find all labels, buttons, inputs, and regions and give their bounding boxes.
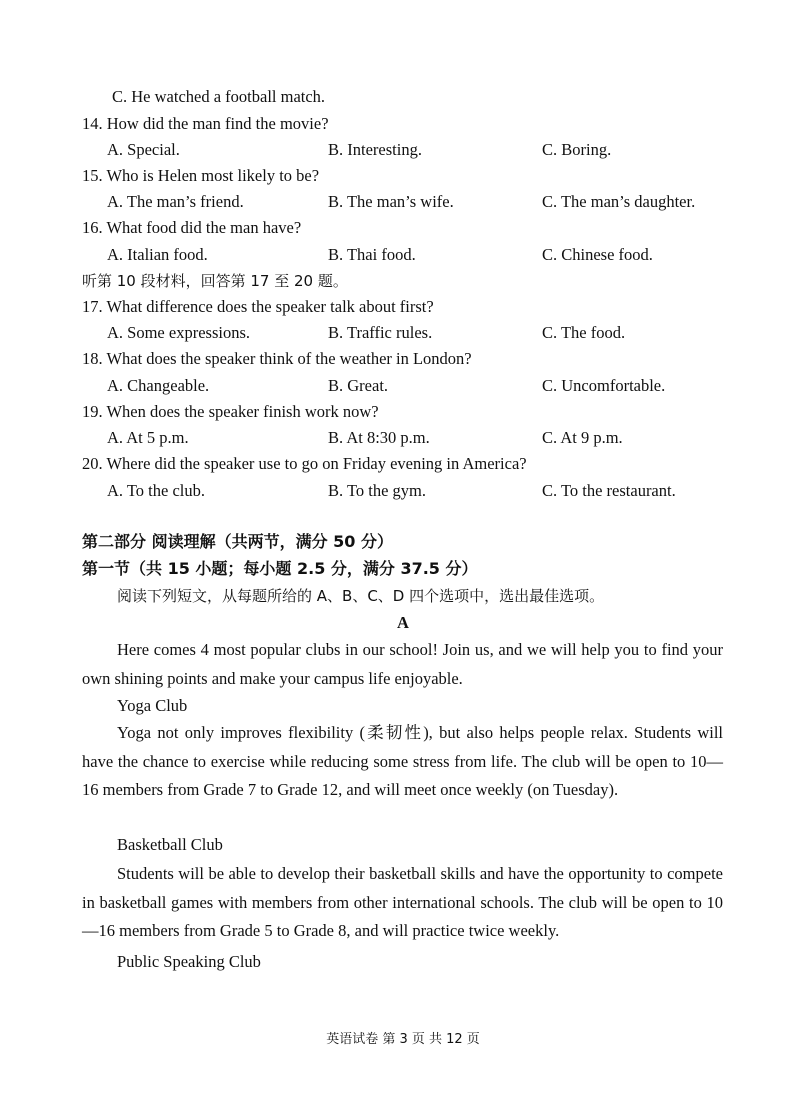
- question-14-option-a: A. Special.: [107, 140, 180, 159]
- reading-instruction: 阅读下列短文，从每题所给的 A、B、C、D 四个选项中，选出最佳选项。: [117, 587, 605, 605]
- question-15-option-a: A. The man’s friend.: [107, 192, 244, 211]
- question-17-option-b: B. Traffic rules.: [328, 323, 433, 342]
- section-1-title: 第一节（共 15 小题；每小题 2.5 分，满分 37.5 分）: [82, 559, 478, 578]
- question-15-option-b: B. The man’s wife.: [328, 192, 454, 211]
- question-16-option-b: B. Thai food.: [328, 245, 416, 264]
- q13-option-c: C. He watched a football match.: [112, 87, 326, 106]
- question-15-option-c: C. The man’s daughter.: [542, 192, 696, 211]
- question-20-option-a: A. To the club.: [107, 481, 205, 500]
- section-10-instruction: 听第 10 段材料，回答第 17 至 20 题。: [82, 272, 348, 290]
- question-18-stem: 18. What does the speaker think of the weather in London?: [82, 349, 472, 368]
- passage-label: A: [397, 613, 409, 632]
- question-20-stem: 20. Where did the speaker use to go on Friday evening in America?: [82, 454, 527, 473]
- question-17-option-a: A. Some expressions.: [107, 323, 250, 342]
- question-18-option-b: B. Great.: [328, 376, 389, 395]
- club-name-public-speaking: Public Speaking Club: [117, 952, 261, 971]
- question-17-stem: 17. What difference does the speaker talk about first?: [82, 297, 434, 316]
- question-16-option-c: C. Chinese food.: [542, 245, 653, 264]
- question-17-option-c: C. The food.: [542, 323, 626, 342]
- club-text-basketball: Students will be able to develop their basketball skills and have the opportunity to compete in basketball games with members from other international schools. The club will be open to 10—16 members from Grade 5 to Grade 8, and will practice twice weekly.: [82, 864, 723, 940]
- question-18-option-c: C. Uncomfortable.: [542, 376, 666, 395]
- question-16-stem: 16. What food did the man have?: [82, 218, 302, 237]
- part-2-title: 第二部分 阅读理解（共两节，满分 50 分）: [82, 532, 393, 551]
- question-19-stem: 19. When does the speaker finish work now?: [82, 402, 379, 421]
- question-14-stem: 14. How did the man find the movie?: [82, 114, 329, 133]
- club-text-yoga: Yoga not only improves flexibility (柔韧性), but also helps people relax. Students will have the chance to exercise while reducing some stress from life. The club will be open to 10—16 members from Grade 7 to Grade 12, and will meet once weekly (on Tuesday).: [82, 723, 723, 799]
- question-19-option-a: A. At 5 p.m.: [107, 428, 189, 447]
- question-18-option-a: A. Changeable.: [107, 376, 210, 395]
- question-14-option-b: B. Interesting.: [328, 140, 422, 159]
- question-14-option-c: C. Boring.: [542, 140, 612, 159]
- question-20-option-b: B. To the gym.: [328, 481, 427, 500]
- passage-intro: Here comes 4 most popular clubs in our school! Join us, and we will help you to find your own shining points and make your campus life enjoyable.: [82, 640, 723, 688]
- question-19-option-c: C. At 9 p.m.: [542, 428, 623, 447]
- question-20-option-c: C. To the restaurant.: [542, 481, 676, 500]
- club-name-basketball: Basketball Club: [117, 835, 223, 854]
- question-19-option-b: B. At 8:30 p.m.: [328, 428, 430, 447]
- question-15-stem: 15. Who is Helen most likely to be?: [82, 166, 320, 185]
- question-16-option-a: A. Italian food.: [107, 245, 208, 264]
- club-name-yoga: Yoga Club: [117, 696, 188, 715]
- page-footer: 英语试卷 第 3 页 共 12 页: [326, 1032, 480, 1047]
